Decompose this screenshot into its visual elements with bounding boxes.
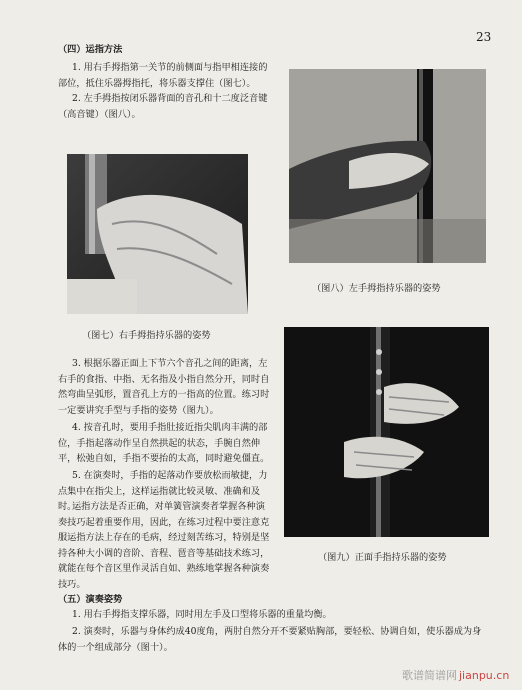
paragraph-4: 4. 按音孔时，要用手指肚接近指尖肌肉丰满的部位，手指起落动作呈自然拱起的状态，手腕自然伸平，松弛自如，手指不要抬的太高，同时避免僵直。	[58, 422, 270, 464]
figure-7-caption: （图七）右手拇指持乐器的姿势	[82, 330, 211, 341]
section-5-paragraph-2: 2. 演奏时，乐器与身体约成40度角，两肘自然分开不要紧贴胸部，要轻松、协调自如，使乐器成为身体的一个组成部分（图十）。	[58, 626, 482, 653]
section-5-heading: （五）演奏姿势	[58, 594, 123, 605]
figure-9-photo	[284, 327, 489, 537]
watermark-url: jianpu.cn	[459, 669, 510, 682]
paragraph-3: 3. 根据乐器正面上下节六个音孔之间的距离，左右手的食指、中指、无名指及小指自然分开，同时自然弯曲呈弧形，置音孔上方的一指高的位置。练习时一定要讲究手型与手指的姿势（图九）。	[58, 358, 270, 416]
section-4-heading: （四）运指方法	[58, 44, 123, 55]
section-5-paragraph-1: 1. 用右手拇指支撑乐器，同时用左手及口型将乐器的重量均衡。	[72, 609, 332, 620]
figure-9-caption: （图九）正面手指持乐器的姿势	[318, 552, 447, 563]
figure-7-photo	[67, 154, 248, 314]
figure-8-photo	[289, 69, 486, 263]
paragraph-1: 1. 用右手拇指第一关节的前侧面与指甲相连接的部位，抵住乐器拇指托，将乐器支撑住（图七）。	[58, 62, 268, 89]
paragraph-5: 5. 在演奏时，手指的起落动作要放松而敏捷，力点集中在指尖上，这样运指就比较灵敏、准确和及时。	[58, 470, 268, 512]
watermark	[402, 667, 509, 683]
paragraph-6: 运指方法是否正确，对单簧管演奏者掌握各种演奏技巧起着重要作用，因此，在练习过程中要注意克服运指方法上存在的毛病，经过刻苦练习，特别是坚持各种大小调的音阶、音程、琶音等基础技术练习，就能在每个音区里作灵活自如、熟练地掌握各种演奏技巧。	[58, 501, 270, 590]
watermark-text: 歌谱简谱网	[402, 669, 457, 682]
paragraph-2: 2. 左手拇指按闭乐器背面的音孔和十二度泛音键（高音键）（图八）。	[58, 93, 268, 120]
page-number: 23	[476, 30, 492, 44]
figure-8-caption: （图八）左手拇指持乐器的姿势	[312, 283, 441, 294]
